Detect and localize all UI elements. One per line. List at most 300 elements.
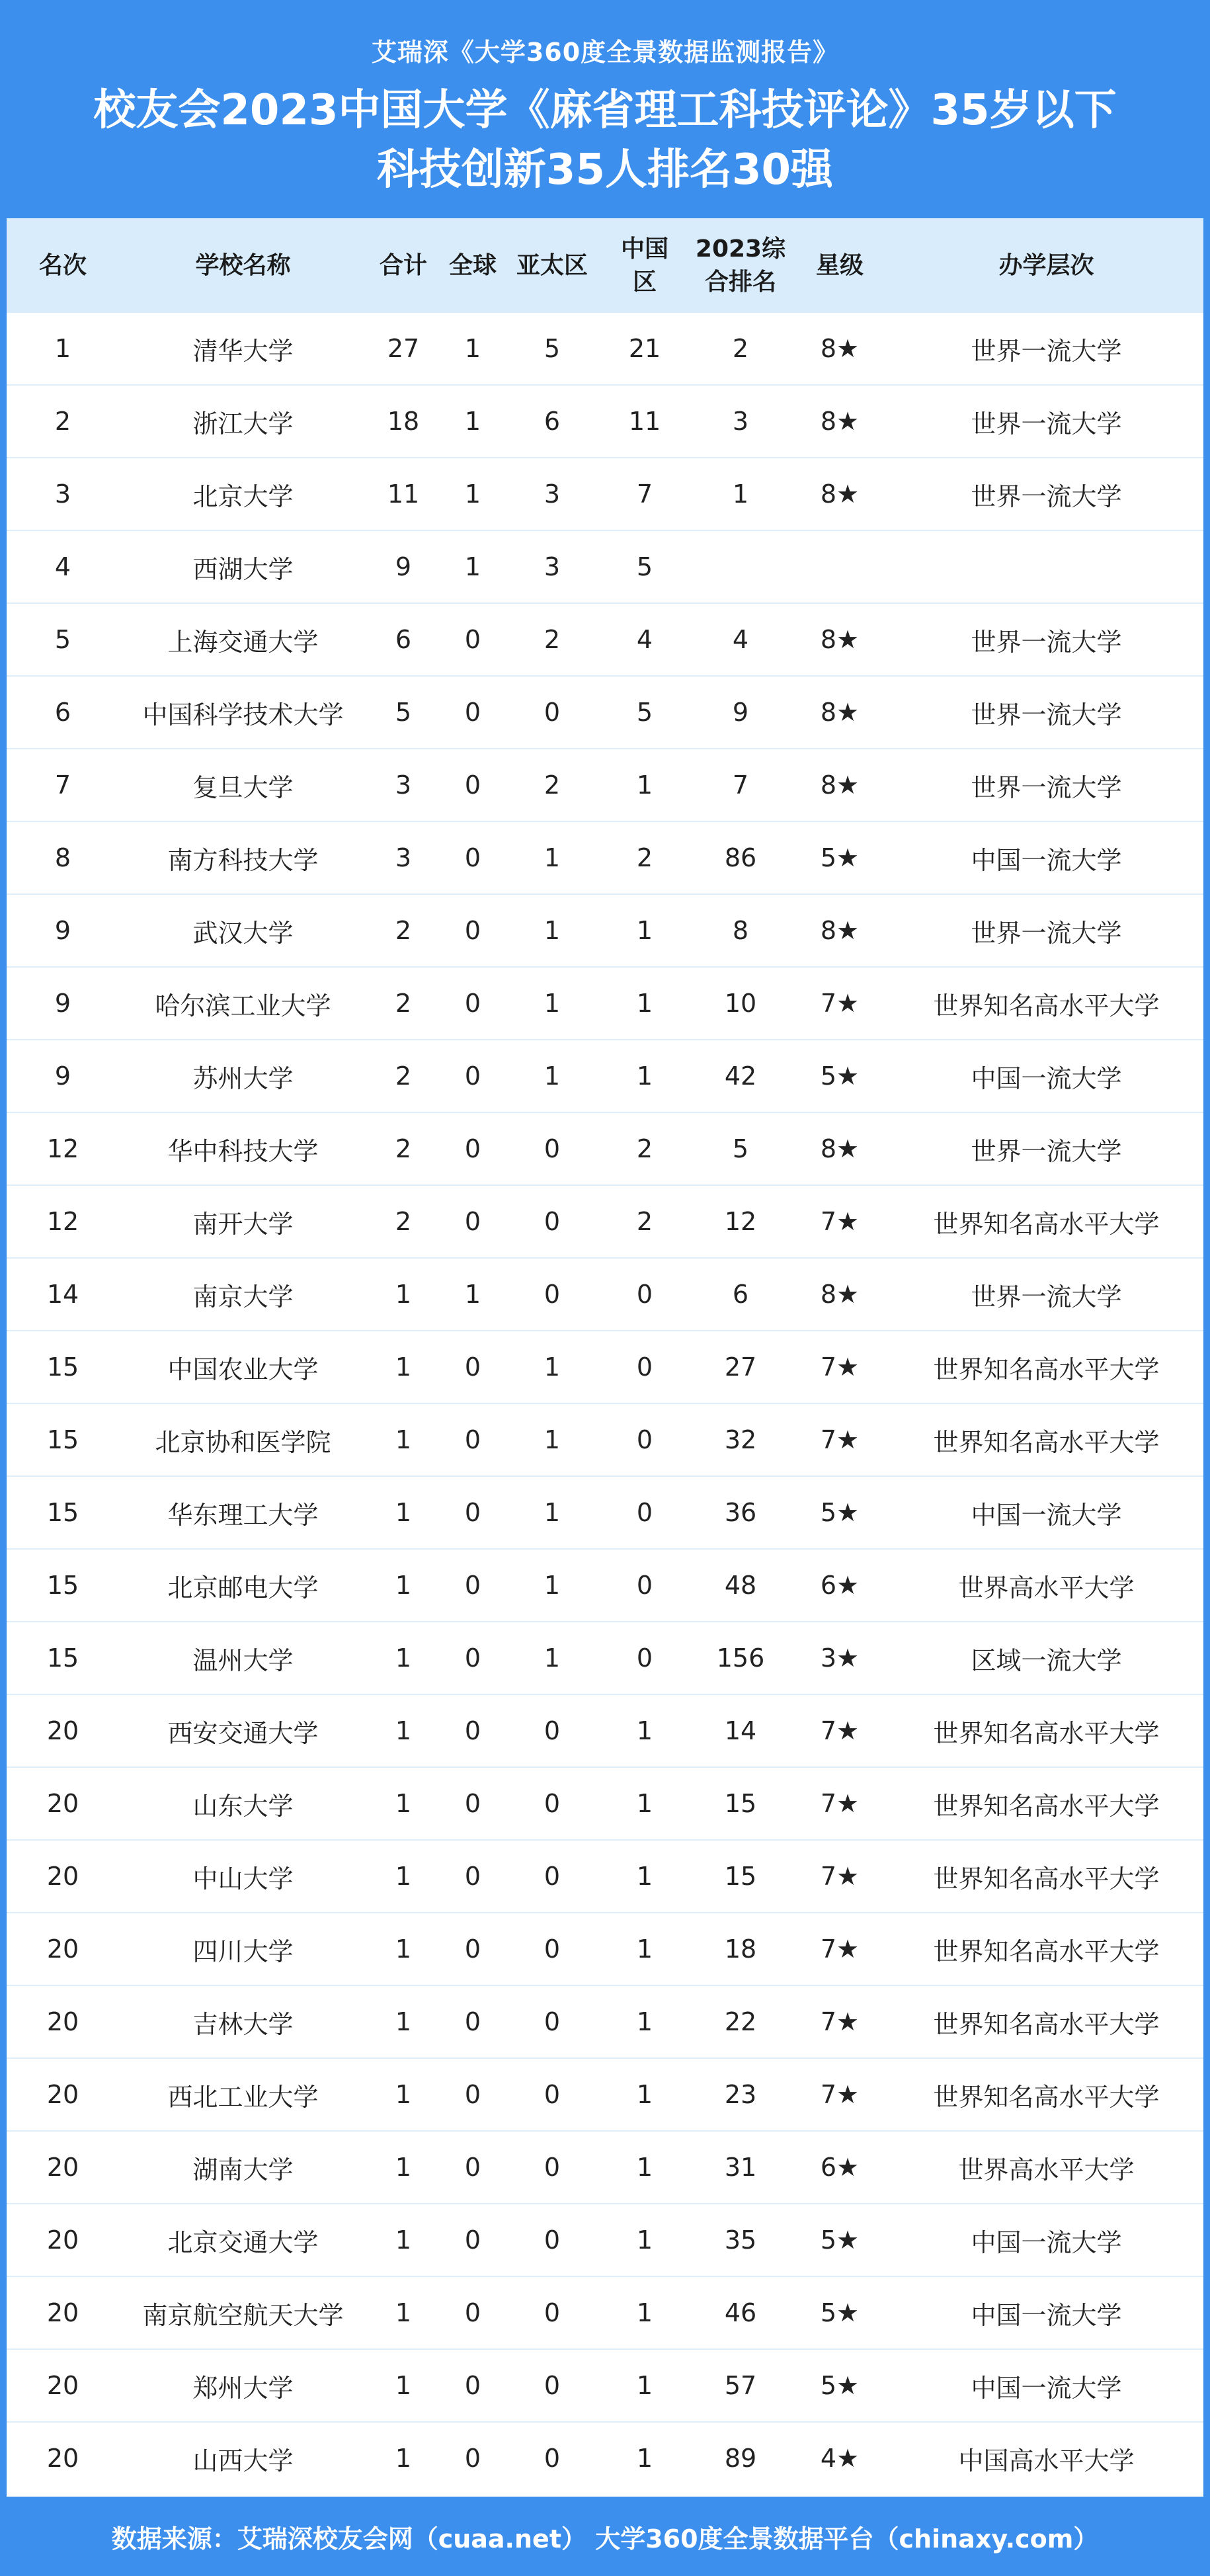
- cell-total: 1: [395, 1498, 412, 1527]
- cell-school-name: 山东大学: [192, 1791, 294, 1821]
- cell-total: 1: [395, 1280, 412, 1309]
- cell-china: 4: [636, 625, 653, 654]
- report-title: [0, 81, 1210, 200]
- cell-comprehensive-rank: 18: [724, 1934, 757, 1964]
- cell-apac: 1: [544, 989, 561, 1018]
- cell-rank: 2: [54, 407, 71, 436]
- cell-global: 0: [464, 843, 481, 872]
- cell-star: 5★: [820, 843, 860, 872]
- cell-school-name: 北京协和医学院: [155, 1427, 331, 1457]
- cell-star: 7★: [820, 2007, 860, 2036]
- table-header: [7, 218, 1203, 313]
- cell-rank: 20: [46, 2153, 79, 2182]
- cell-comprehensive-rank: 156: [716, 1643, 765, 1673]
- cell-rank: 5: [54, 625, 71, 654]
- table-row: [7, 2132, 1203, 2204]
- cell-comprehensive-rank: 23: [724, 2080, 757, 2109]
- cell-total: 18: [387, 407, 420, 436]
- table-row: [7, 1695, 1203, 1768]
- cell-comprehensive-rank: 57: [724, 2371, 757, 2400]
- cell-rank: 12: [46, 1134, 79, 1163]
- cell-apac: 0: [544, 2080, 561, 2109]
- cell-level: 世界知名高水平大学: [933, 1718, 1160, 1748]
- cell-global: 0: [464, 916, 481, 945]
- cell-global: 1: [464, 334, 481, 363]
- cell-total: 1: [395, 2225, 412, 2255]
- cell-total: 1: [395, 1862, 412, 1891]
- cell-apac: 0: [544, 2444, 561, 2473]
- cell-apac: 2: [544, 625, 561, 654]
- table-row: [7, 1477, 1203, 1550]
- cell-rank: 1: [54, 334, 71, 363]
- cell-rank: 14: [46, 1280, 79, 1309]
- cell-comprehensive-rank: 5: [732, 1134, 749, 1163]
- cell-global: 1: [464, 479, 481, 509]
- col-header-global: 全球: [448, 251, 497, 279]
- cell-total: 1: [395, 1934, 412, 1964]
- cell-total: 1: [395, 2371, 412, 2400]
- cell-comprehensive-rank: 46: [724, 2298, 757, 2327]
- cell-level: 世界一流大学: [971, 772, 1122, 802]
- cell-total: 1: [395, 2444, 412, 2473]
- col-header-china: [598, 218, 691, 313]
- cell-level: 世界知名高水平大学: [933, 991, 1160, 1020]
- cell-school-name: 北京邮电大学: [167, 1573, 319, 1602]
- cell-apac: 5: [544, 334, 561, 363]
- cell-global: 0: [464, 1425, 481, 1454]
- cell-rank: 15: [46, 1352, 79, 1382]
- cell-comprehensive-rank: 27: [724, 1352, 757, 1382]
- cell-apac: 0: [544, 1934, 561, 1964]
- cell-apac: 0: [544, 2153, 561, 2182]
- cell-comprehensive-rank: 7: [732, 770, 749, 800]
- cell-school-name: 四川大学: [192, 1936, 294, 1966]
- cell-star: 7★: [820, 1862, 860, 1891]
- report-header: [0, 0, 1210, 218]
- table-row: [7, 1622, 1203, 1695]
- cell-total: 2: [395, 1207, 412, 1236]
- cell-apac: 0: [544, 698, 561, 727]
- cell-total: 1: [395, 2298, 412, 2327]
- cell-apac: 1: [544, 1061, 561, 1091]
- cell-star: 6★: [820, 2153, 860, 2182]
- cell-china: 5: [636, 552, 653, 581]
- cell-global: 0: [464, 625, 481, 654]
- cell-star: 8★: [820, 334, 860, 363]
- cell-comprehensive-rank: [691, 531, 790, 602]
- cell-school-name: 温州大学: [192, 1645, 294, 1675]
- cell-level: 世界知名高水平大学: [933, 1864, 1160, 1893]
- cell-school-name: 郑州大学: [192, 2373, 294, 2403]
- cell-school-name: 复旦大学: [192, 772, 294, 802]
- cell-total: 3: [395, 843, 412, 872]
- cell-comprehensive-rank: 15: [724, 1862, 757, 1891]
- cell-rank: 15: [46, 1643, 79, 1673]
- cell-total: 1: [395, 1425, 412, 1454]
- table-row: [7, 895, 1203, 968]
- col-header-comp-line-1: 2023综: [695, 235, 786, 263]
- cell-total: 1: [395, 2153, 412, 2182]
- col-header-name: 学校名称: [195, 251, 291, 279]
- table-row: [7, 1986, 1203, 2059]
- cell-school-name: 中山大学: [192, 1864, 294, 1893]
- cell-rank: 3: [54, 479, 71, 509]
- table-row: [7, 1841, 1203, 1913]
- cell-apac: 3: [544, 479, 561, 509]
- cell-rank: 9: [54, 916, 71, 945]
- cell-star: 8★: [820, 916, 860, 945]
- cell-apac: 6: [544, 407, 561, 436]
- cell-school-name: 西安交通大学: [167, 1718, 319, 1748]
- cell-china: 5: [636, 698, 653, 727]
- cell-comprehensive-rank: 1: [732, 479, 749, 509]
- cell-apac: 1: [544, 1352, 561, 1382]
- table-row: [7, 2350, 1203, 2423]
- cell-china: 2: [636, 1207, 653, 1236]
- table-row: [7, 1913, 1203, 1986]
- cell-rank: 7: [54, 770, 71, 800]
- cell-level: 中国一流大学: [971, 2373, 1122, 2403]
- cell-school-name: 上海交通大学: [167, 627, 319, 657]
- table-row: [7, 1404, 1203, 1477]
- cell-china: 0: [636, 1498, 653, 1527]
- cell-apac: 1: [544, 1498, 561, 1527]
- cell-school-name: 北京交通大学: [167, 2227, 319, 2257]
- cell-comprehensive-rank: 86: [724, 843, 757, 872]
- cell-china: 2: [636, 843, 653, 872]
- cell-rank: 8: [54, 843, 71, 872]
- table-row: [7, 386, 1203, 458]
- cell-level: 世界一流大学: [971, 700, 1122, 729]
- cell-global: 0: [464, 1352, 481, 1382]
- cell-comprehensive-rank: 2: [732, 334, 749, 363]
- cell-star: 7★: [820, 1352, 860, 1382]
- cell-level: 中国高水平大学: [958, 2446, 1135, 2475]
- table-row: [7, 677, 1203, 749]
- cell-level: 世界一流大学: [971, 1136, 1122, 1166]
- cell-china: 21: [628, 334, 661, 363]
- cell-school-name: 苏州大学: [192, 1063, 294, 1093]
- cell-comprehensive-rank: 15: [724, 1789, 757, 1818]
- cell-apac: 0: [544, 2225, 561, 2255]
- cell-star: 5★: [820, 2298, 860, 2327]
- cell-school-name: 南京航空航天大学: [142, 2300, 344, 2330]
- cell-level: 世界一流大学: [971, 409, 1122, 438]
- cell-school-name: 南开大学: [192, 1209, 294, 1239]
- cell-apac: 0: [544, 1134, 561, 1163]
- cell-china: 1: [636, 2080, 653, 2109]
- cell-school-name: 哈尔滨工业大学: [155, 991, 331, 1020]
- cell-global: 0: [464, 1789, 481, 1818]
- cell-china: 0: [636, 1352, 653, 1382]
- cell-level: 中国一流大学: [971, 2227, 1122, 2257]
- cell-china: 0: [636, 1571, 653, 1600]
- cell-school-name: 山西大学: [192, 2446, 294, 2475]
- cell-global: 0: [464, 1134, 481, 1163]
- cell-global: 0: [464, 2007, 481, 2036]
- cell-rank: 20: [46, 2444, 79, 2473]
- table-row: [7, 1331, 1203, 1404]
- cell-apac: 0: [544, 1862, 561, 1891]
- cell-rank: 20: [46, 2225, 79, 2255]
- table-row: [7, 531, 1203, 604]
- table-row: [7, 968, 1203, 1040]
- cell-star: 7★: [820, 1207, 860, 1236]
- cell-level: 世界高水平大学: [958, 2155, 1135, 2184]
- cell-star: 8★: [820, 625, 860, 654]
- cell-total: 2: [395, 989, 412, 1018]
- cell-apac: 0: [544, 1716, 561, 1745]
- cell-apac: 0: [544, 2371, 561, 2400]
- cell-total: 1: [395, 1571, 412, 1600]
- col-header-apac: 亚太区: [516, 251, 588, 279]
- cell-rank: 20: [46, 2007, 79, 2036]
- table-row: [7, 1040, 1203, 1113]
- cell-star: 3★: [820, 1643, 860, 1673]
- cell-star: 4★: [820, 2444, 860, 2473]
- cell-global: 0: [464, 1862, 481, 1891]
- cell-rank: 20: [46, 1862, 79, 1891]
- cell-comprehensive-rank: 9: [732, 698, 749, 727]
- cell-apac: 1: [544, 916, 561, 945]
- cell-star: 7★: [820, 1425, 860, 1454]
- cell-level: 世界知名高水平大学: [933, 1209, 1160, 1239]
- cell-star: 7★: [820, 989, 860, 1018]
- col-header-rank: 名次: [38, 251, 87, 279]
- cell-apac: 1: [544, 1571, 561, 1600]
- cell-china: 1: [636, 1789, 653, 1818]
- cell-comprehensive-rank: 31: [724, 2153, 757, 2182]
- cell-level: 世界高水平大学: [958, 1573, 1135, 1602]
- cell-rank: 20: [46, 2298, 79, 2327]
- cell-total: 2: [395, 916, 412, 945]
- cell-comprehensive-rank: 6: [732, 1280, 749, 1309]
- cell-apac: 1: [544, 1643, 561, 1673]
- cell-china: 1: [636, 2153, 653, 2182]
- cell-china: 0: [636, 1280, 653, 1309]
- cell-star: 8★: [820, 698, 860, 727]
- cell-school-name: 西湖大学: [192, 554, 294, 584]
- cell-total: 2: [395, 1134, 412, 1163]
- table-row: [7, 2204, 1203, 2277]
- cell-star: 5★: [820, 1498, 860, 1527]
- cell-school-name: 武汉大学: [192, 918, 294, 948]
- cell-school-name: 西北工业大学: [167, 2082, 319, 2112]
- cell-star: 8★: [820, 770, 860, 800]
- cell-china: 2: [636, 1134, 653, 1163]
- cell-apac: 0: [544, 2007, 561, 2036]
- cell-level: 世界知名高水平大学: [933, 1354, 1160, 1384]
- cell-comprehensive-rank: 89: [724, 2444, 757, 2473]
- cell-star: 5★: [820, 1061, 860, 1091]
- table-row: [7, 1768, 1203, 1841]
- table-row: [7, 1550, 1203, 1622]
- col-header-china-line-2: 区: [632, 268, 657, 296]
- cell-level: 世界知名高水平大学: [933, 1427, 1160, 1457]
- cell-china: 1: [636, 1934, 653, 1964]
- cell-comprehensive-rank: 48: [724, 1571, 757, 1600]
- cell-china: 1: [636, 916, 653, 945]
- cell-apac: 2: [544, 770, 561, 800]
- cell-global: 1: [464, 1280, 481, 1309]
- cell-apac: 0: [544, 1280, 561, 1309]
- cell-comprehensive-rank: 36: [724, 1498, 757, 1527]
- cell-comprehensive-rank: 4: [732, 625, 749, 654]
- cell-china: 1: [636, 2444, 653, 2473]
- cell-global: 0: [464, 1498, 481, 1527]
- cell-rank: 20: [46, 2371, 79, 2400]
- cell-comprehensive-rank: 35: [724, 2225, 757, 2255]
- table-row: [7, 1113, 1203, 1186]
- cell-level: 区域一流大学: [971, 1645, 1122, 1675]
- cell-school-name: 南方科技大学: [167, 845, 319, 875]
- cell-star: [790, 531, 889, 602]
- cell-china: 1: [636, 2298, 653, 2327]
- cell-school-name: 华中科技大学: [167, 1136, 319, 1166]
- table-row: [7, 1259, 1203, 1331]
- cell-level: 中国一流大学: [971, 1500, 1122, 1530]
- cell-china: 1: [636, 2371, 653, 2400]
- cell-level: 世界一流大学: [971, 336, 1122, 366]
- cell-level: 世界一流大学: [971, 481, 1122, 511]
- cell-rank: 20: [46, 1789, 79, 1818]
- cell-star: 7★: [820, 1716, 860, 1745]
- cell-global: 0: [464, 2444, 481, 2473]
- cell-total: 3: [395, 770, 412, 800]
- cell-level: 世界知名高水平大学: [933, 2009, 1160, 2039]
- table-row: [7, 458, 1203, 531]
- cell-global: 0: [464, 1061, 481, 1091]
- cell-apac: 3: [544, 552, 561, 581]
- cell-global: 0: [464, 2298, 481, 2327]
- table-row: [7, 749, 1203, 822]
- cell-china: 7: [636, 479, 653, 509]
- cell-level: 中国一流大学: [971, 845, 1122, 875]
- cell-rank: 20: [46, 1716, 79, 1745]
- table-row: [7, 822, 1203, 895]
- cell-star: 8★: [820, 407, 860, 436]
- col-header-total: 合计: [379, 251, 427, 279]
- cell-level: 中国一流大学: [971, 1063, 1122, 1093]
- cell-china: 1: [636, 1061, 653, 1091]
- table-row: [7, 604, 1203, 677]
- cell-school-name: 北京大学: [192, 481, 294, 511]
- cell-level: 世界知名高水平大学: [933, 2082, 1160, 2112]
- cell-total: 1: [395, 1352, 412, 1382]
- cell-total: 1: [395, 2080, 412, 2109]
- cell-total: 1: [395, 1643, 412, 1673]
- cell-china: 1: [636, 1716, 653, 1745]
- cell-rank: 15: [46, 1571, 79, 1600]
- table-row: [7, 2423, 1203, 2495]
- cell-comprehensive-rank: 8: [732, 916, 749, 945]
- cell-star: 7★: [820, 1934, 860, 1964]
- cell-star: 8★: [820, 1134, 860, 1163]
- cell-apac: 0: [544, 1207, 561, 1236]
- cell-school-name: 浙江大学: [192, 409, 294, 438]
- cell-rank: 12: [46, 1207, 79, 1236]
- cell-china: 1: [636, 2225, 653, 2255]
- cell-rank: 20: [46, 2080, 79, 2109]
- report-title-line-1: 校友会2023中国大学《麻省理工科技评论》35岁以下: [93, 86, 1117, 135]
- table-row: [7, 2059, 1203, 2132]
- cell-total: 1: [395, 1716, 412, 1745]
- cell-school-name: 湖南大学: [192, 2155, 294, 2184]
- cell-apac: 1: [544, 1425, 561, 1454]
- cell-china: 1: [636, 770, 653, 800]
- cell-china: 0: [636, 1643, 653, 1673]
- data-source-footer: 数据来源：艾瑞深校友会网（cuaa.net） 大学360度全景数据平台（chinaxy.com）: [111, 2524, 1099, 2554]
- cell-global: 0: [464, 1207, 481, 1236]
- cell-global: 0: [464, 1571, 481, 1600]
- cell-total: 9: [395, 552, 412, 581]
- cell-global: 0: [464, 2080, 481, 2109]
- cell-star: 6★: [820, 1571, 860, 1600]
- cell-rank: 6: [54, 698, 71, 727]
- cell-star: 7★: [820, 2080, 860, 2109]
- cell-school-name: 中国科学技术大学: [142, 700, 344, 729]
- col-header-level: 办学层次: [998, 251, 1094, 279]
- cell-star: 7★: [820, 1789, 860, 1818]
- cell-total: 1: [395, 2007, 412, 2036]
- cell-level: 世界知名高水平大学: [933, 1791, 1160, 1821]
- cell-global: 1: [464, 407, 481, 436]
- cell-china: 11: [628, 407, 661, 436]
- col-header-comp-line-2: 合排名: [704, 268, 776, 296]
- cell-school-name: 中国农业大学: [167, 1354, 319, 1384]
- table-body: [7, 313, 1203, 2495]
- cell-global: 0: [464, 2225, 481, 2255]
- cell-china: 1: [636, 989, 653, 1018]
- cell-school-name: 清华大学: [192, 336, 294, 366]
- cell-apac: 1: [544, 843, 561, 872]
- cell-rank: 9: [54, 989, 71, 1018]
- cell-china: 1: [636, 1862, 653, 1891]
- cell-star: 5★: [820, 2225, 860, 2255]
- cell-global: 0: [464, 2153, 481, 2182]
- cell-apac: 0: [544, 1789, 561, 1818]
- cell-china: 0: [636, 1425, 653, 1454]
- cell-total: 2: [395, 1061, 412, 1091]
- cell-total: 5: [395, 698, 412, 727]
- cell-comprehensive-rank: 14: [724, 1716, 757, 1745]
- cell-global: 0: [464, 1643, 481, 1673]
- cell-rank: 4: [54, 552, 71, 581]
- cell-rank: 15: [46, 1498, 79, 1527]
- cell-total: 6: [395, 625, 412, 654]
- cell-star: 5★: [820, 2371, 860, 2400]
- cell-rank: 15: [46, 1425, 79, 1454]
- cell-global: 0: [464, 698, 481, 727]
- cell-level: 中国一流大学: [971, 2300, 1122, 2330]
- cell-comprehensive-rank: 3: [732, 407, 749, 436]
- cell-school-name: 吉林大学: [192, 2009, 294, 2039]
- cell-rank: 20: [46, 1934, 79, 1964]
- cell-comprehensive-rank: 32: [724, 1425, 757, 1454]
- cell-level: 世界知名高水平大学: [933, 1936, 1160, 1966]
- cell-global: 0: [464, 770, 481, 800]
- ranking-table: [7, 218, 1203, 2497]
- col-header-comprehensive-rank: [691, 218, 790, 313]
- cell-star: 8★: [820, 479, 860, 509]
- cell-level: 世界一流大学: [971, 627, 1122, 657]
- cell-level: 世界一流大学: [971, 918, 1122, 948]
- col-header-star: 星级: [815, 251, 864, 279]
- cell-comprehensive-rank: 10: [724, 989, 757, 1018]
- cell-comprehensive-rank: 12: [724, 1207, 757, 1236]
- report-subtitle: 艾瑞深《大学360度全景数据监测报告》: [371, 38, 839, 67]
- cell-total: 11: [387, 479, 420, 509]
